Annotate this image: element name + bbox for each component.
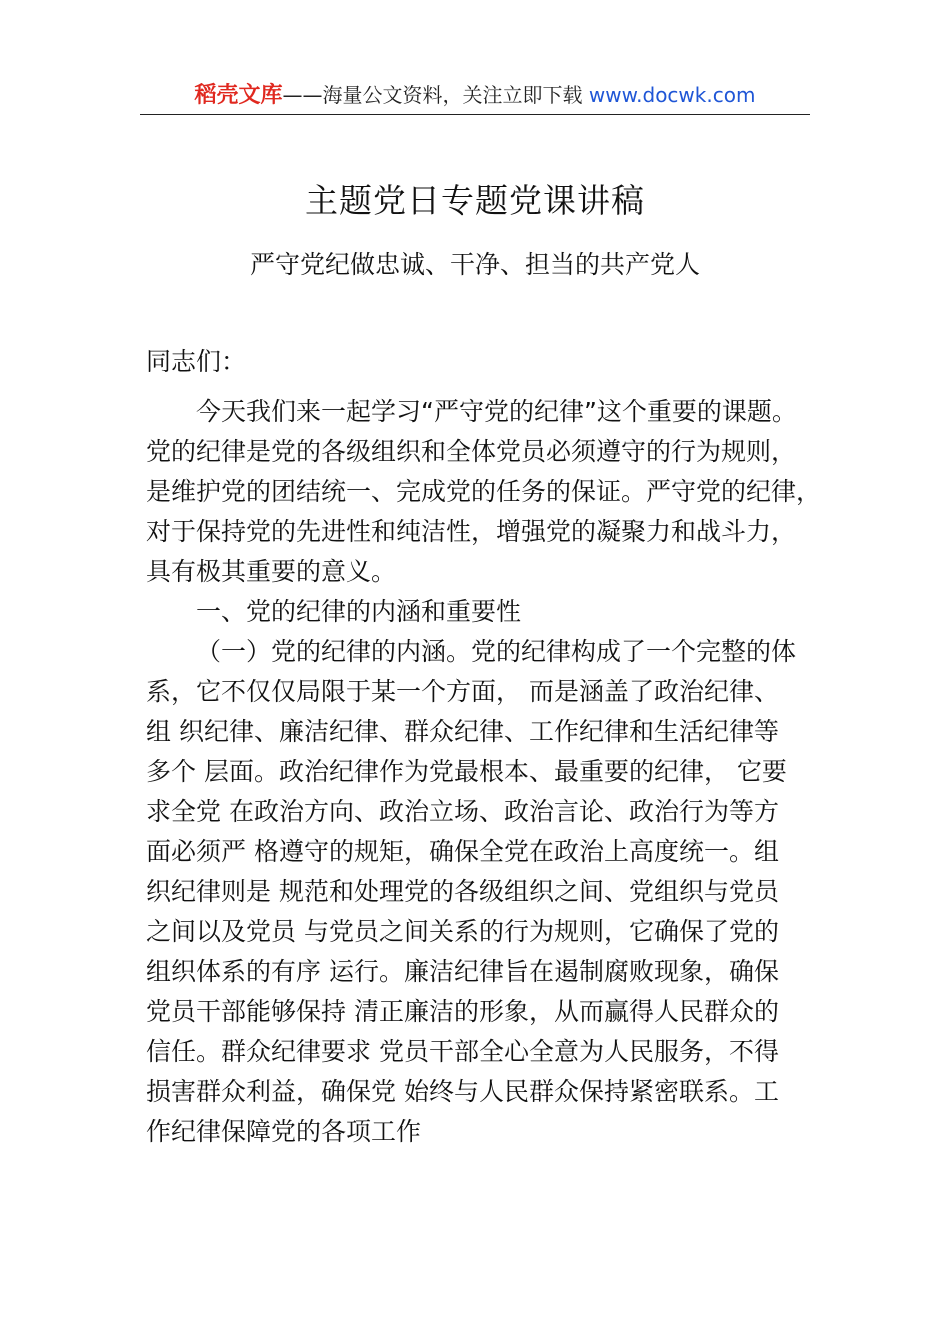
paragraph-discipline-content (146, 632, 811, 1152)
brand-name: 稻壳文库 (194, 83, 283, 108)
paragraph-line: 信任。群众纪律要求 党员干部全心全意为人民服务，不得 (146, 1037, 779, 1066)
paragraph-line: 面必须严 格遵守的规矩，确保全党在政治上高度统一。组 (146, 837, 779, 866)
document-body (146, 342, 822, 1152)
paragraph-line: 党员干部能够保持 清正廉洁的形象，从而赢得人民群众的 (146, 997, 779, 1026)
paragraph-line: 是维护党的团结统一、完成党的任务的保证。严守党的纪律， (146, 477, 822, 506)
header-tagline: ——海量公文资料，关注立即下载 (282, 83, 583, 107)
header-url-link[interactable]: www.docwk.com (588, 83, 756, 107)
paragraph-line: 党的纪律是党的各级组织和全体党员必须遵守的行为规则， (146, 437, 797, 466)
paragraph-line: （一）党的纪律的内涵。党的纪律构成了一个完整的体 (196, 637, 797, 666)
paragraph-line: 系，它不仅仅局限于某一个方面， 而是涵盖了政治纪律、 (146, 677, 779, 706)
paragraph-line: 损害群众利益，确保党 始终与人民群众保持紧密联系。工 (146, 1077, 779, 1106)
paragraph-line: 具有极其重要的意义。 (146, 557, 397, 586)
document-subtitle: 严守党纪做忠诚、干净、担当的共产党人 (249, 250, 700, 279)
paragraph-line: 多个 层面。政治纪律作为党最根本、最重要的纪律， 它要 (146, 757, 787, 786)
paragraph-line: 对于保持党的先进性和纯洁性，增强党的凝聚力和战斗力， (146, 517, 797, 546)
page-header (140, 78, 810, 112)
header-divider (140, 114, 810, 115)
paragraph-line: 织纪律则是 规范和处理党的各级组织之间、党组织与党员 (146, 877, 779, 906)
paragraph-line: 求全党 在政治方向、政治立场、政治言论、政治行为等方 (146, 797, 779, 826)
document-title: 主题党日专题党课讲稿 (305, 181, 645, 220)
paragraph-line: 组织体系的有序 运行。廉洁纪律旨在遏制腐败现象，确保 (146, 957, 779, 986)
paragraph-intro (146, 392, 822, 592)
paragraph-line: 组 织纪律、廉洁纪律、群众纪律、工作纪律和生活纪律等 (146, 717, 779, 746)
paragraph-line: 之间以及党员 与党员之间关系的行为规则，它确保了党的 (146, 917, 779, 946)
salutation: 同志们： (146, 347, 247, 376)
paragraph-line: 作纪律保障党的各项工作 (146, 1117, 422, 1146)
paragraph-line: 今天我们来一起学习“严守党的纪律”这个重要的课题。 (196, 397, 797, 426)
section-heading: 一、党的纪律的内涵和重要性 (196, 597, 522, 626)
